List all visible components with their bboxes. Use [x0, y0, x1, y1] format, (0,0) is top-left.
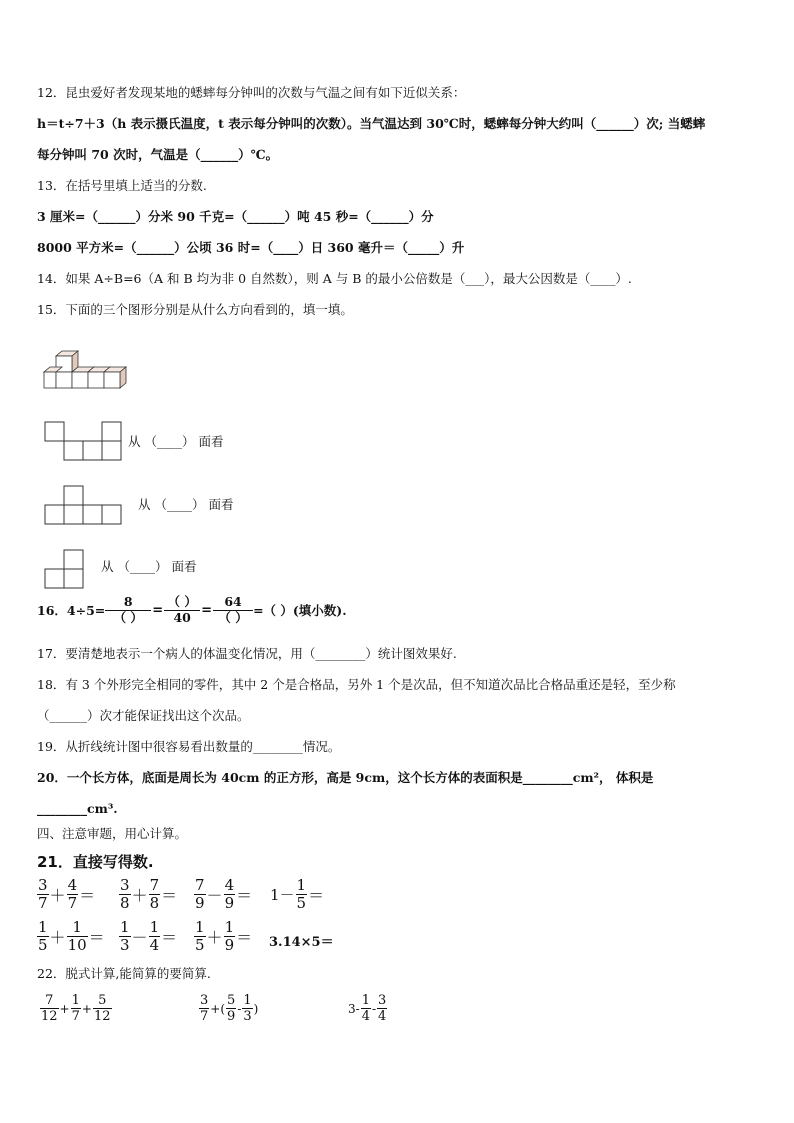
q16-frac1-num: 8	[105, 596, 151, 611]
q20-line2: ________cm³.	[37, 801, 118, 816]
equals-sign: ＝	[161, 928, 178, 947]
numerator: 1	[224, 918, 235, 936]
numerator: 1	[195, 918, 205, 936]
view3-figure	[44, 549, 88, 591]
denominator: 4	[149, 936, 160, 954]
numerator: 3	[38, 876, 48, 894]
q16-frac2-num: （ ）	[164, 596, 200, 611]
equals-sign: ＝	[161, 886, 178, 905]
fraction	[67, 920, 88, 953]
fraction	[224, 920, 236, 953]
fraction	[119, 878, 131, 911]
numerator: 3	[120, 876, 130, 894]
equals-sign: ＝	[79, 886, 96, 905]
q16-frac3-num: 64	[213, 596, 253, 611]
view2-label: 从 （____） 面看	[138, 497, 234, 512]
q19-text: 19．从折线统计图中很容易看出数量的________情况。	[37, 739, 341, 754]
q15-title: 15．下面的三个图形分别是从什么方向看到的，填一填。	[37, 302, 353, 317]
numerator: 1	[38, 918, 48, 936]
q21-r1-item3	[194, 878, 253, 911]
denominator: 3	[120, 936, 130, 954]
view1-figure	[44, 421, 126, 463]
q21-r2-item4: 3.14×5＝	[269, 935, 334, 950]
fraction	[119, 920, 131, 953]
q22-expr2: $\frac{3}{7}$ +( $\frac{5}{9}$ - $\frac{1}{3}$ )	[200, 993, 259, 1024]
operator: ＋	[131, 886, 148, 905]
denominator: 7	[67, 894, 78, 912]
q21-r1-item1	[37, 878, 96, 911]
operator: ＋	[206, 928, 223, 947]
q18-line2: （______）次才能保证找出这个次品。	[37, 708, 250, 723]
q20-line1: 20．一个长方体，底面是周长为 40cm 的正方形，高是 9cm，这个长方体的表面积是________cm²， 体积是	[37, 770, 654, 785]
denominator: 9	[224, 894, 235, 912]
denominator: 9	[224, 936, 235, 954]
q16-frac3-den: （ ）	[218, 609, 248, 625]
section4-title: 四、注意审题，用心计算。	[37, 826, 188, 841]
fraction	[37, 878, 49, 911]
fraction	[67, 878, 79, 911]
numerator: 7	[195, 876, 205, 894]
q22-expr3: 3- $\frac{1}{4}$ - $\frac{3}{4}$	[348, 993, 387, 1024]
q17-text: 17．要清楚地表示一个病人的体温变化情况，用（________）统计图效果好.	[37, 646, 457, 661]
numerator: 4	[224, 876, 235, 894]
q16-frac2	[164, 596, 200, 624]
q13-line2: 8000 平方米=（______）公顷 36 时=（____）日 360 毫升＝（_____）升	[37, 240, 465, 255]
q16-frac3	[213, 596, 253, 624]
equals-sign: ＝	[88, 928, 105, 947]
fraction	[149, 878, 161, 911]
denominator: 7	[38, 894, 48, 912]
fraction	[37, 920, 49, 953]
numerator: 4	[67, 876, 78, 894]
operator: ＋	[49, 928, 66, 947]
q12-line3: 每分钟叫 70 次时，气温是（______）℃。	[37, 147, 279, 162]
fraction	[149, 920, 161, 953]
denominator: 10	[67, 936, 87, 954]
view3-label: 从 （____） 面看	[101, 559, 197, 574]
q21-r1-item4: 1－ $\frac{1}{5}$ ＝	[270, 876, 325, 912]
denominator: 9	[195, 894, 205, 912]
q18-line1: 18．有 3 个外形完全相同的零件，其中 2 个是合格品，另外 1 个是次品，但不知道次品比合格品重还是轻，至少称	[37, 677, 676, 692]
denominator: 5	[38, 936, 48, 954]
q13-line1: 3 厘米=（______）分米 90 千克=（______）吨 45 秒=（______）分	[37, 209, 434, 224]
q16-frac1-den: （ ）	[113, 609, 143, 625]
q12-line2: h＝t÷7＋3（h 表示摄氏温度，t 表示每分钟叫的次数）。当气温达到 30℃时，蟋蟀每分钟大约叫（______）次; 当蟋蟀	[37, 116, 706, 131]
fraction	[194, 920, 206, 953]
numerator: 1	[67, 920, 88, 937]
operator: －	[206, 886, 223, 905]
q21-r2-item1	[37, 920, 106, 953]
fraction	[194, 878, 206, 911]
q16-row: 16．4÷5= $\frac{8}{( )}$ = $\frac{( )}{40}$ = $\frac{64}{( )}$ =（ ）(填小数).	[37, 594, 347, 625]
q16-suffix: =（ ）(填小数).	[253, 603, 347, 618]
view1-label: 从 （____） 面看	[128, 434, 224, 449]
numerator: 1	[120, 918, 130, 936]
fraction	[224, 878, 236, 911]
cube-3d-figure	[40, 350, 130, 398]
q21-r2-item3	[194, 920, 253, 953]
q13-title: 13．在括号里填上适当的分数.	[37, 178, 207, 193]
q21-title: 21．直接写得数.	[37, 853, 154, 871]
operator: －	[131, 928, 148, 947]
numerator: 1	[149, 918, 160, 936]
equals-sign: ＝	[236, 886, 253, 905]
q22-expr1: $\frac{7}{12}$ + $\frac{1}{7}$ + $\frac{5}{12}$	[41, 993, 111, 1024]
operator: ＋	[49, 886, 66, 905]
q16-frac2-den: 40	[173, 609, 191, 625]
view2-figure	[44, 485, 126, 527]
q12-line1: 12．昆虫爱好者发现某地的蟋蟀每分钟叫的次数与气温之间有如下近似关系：	[37, 85, 466, 100]
q21-r2-item2	[119, 920, 178, 953]
numerator: 7	[149, 876, 160, 894]
q16-frac1	[105, 596, 151, 624]
q16-prefix: 16．4÷5=	[37, 603, 106, 618]
equals-sign: ＝	[236, 928, 253, 947]
denominator: 8	[120, 894, 130, 912]
denominator: 8	[149, 894, 160, 912]
q21-r1-item2	[119, 878, 178, 911]
q14-text: 14．如果 A÷B=6（A 和 B 均为非 0 自然数），则 A 与 B 的最小公倍数是（___），最大公因数是（____）.	[37, 271, 632, 286]
denominator: 5	[195, 936, 205, 954]
q22-title: 22．脱式计算,能简算的要简算.	[37, 966, 211, 981]
